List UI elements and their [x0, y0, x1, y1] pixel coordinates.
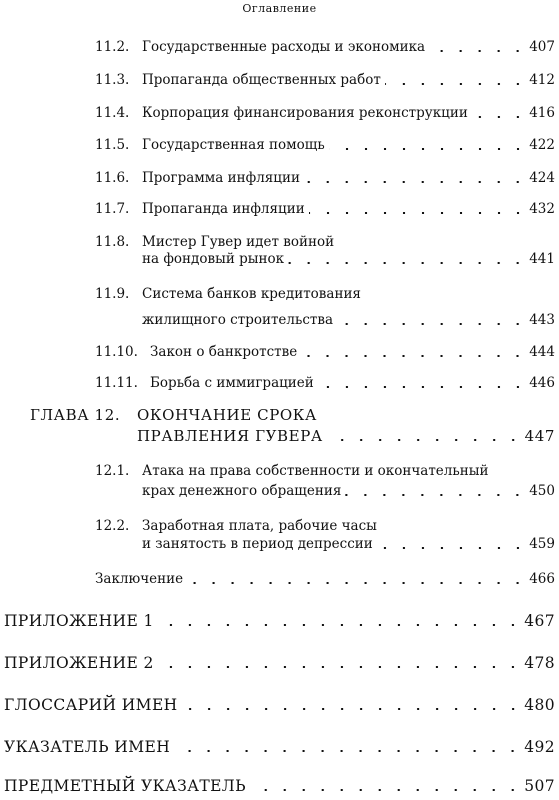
dot-leader [158, 624, 522, 626]
chapter-12-first-line [30, 405, 317, 425]
entry-title: Программа инфляции [142, 170, 300, 186]
entry-title: крах денежного обращения [142, 483, 342, 499]
toc-entry-11-3[interactable] [95, 70, 555, 90]
entry-title-line1: Заработная плата, рабочие часы [142, 518, 377, 534]
entry-title: ПРИЛОЖЕНИЕ 2 [4, 654, 154, 672]
entry-page: 450 [529, 483, 555, 499]
entry-page: 466 [529, 571, 555, 587]
entry-page: 478 [524, 654, 555, 672]
toc-entry-11-8[interactable] [142, 249, 555, 269]
entry-title: ГЛОССАРИЙ ИМЕН [4, 696, 178, 714]
dot-leader [345, 494, 527, 496]
toc-entry-11-7[interactable] [95, 199, 555, 219]
entry-title: жилищного строительства [142, 312, 334, 328]
entry-number: 12.1. [95, 463, 130, 479]
entry-page: 480 [524, 696, 555, 714]
entry-title: ПРЕДМЕТНЫЙ УКАЗАТЕЛЬ [4, 777, 246, 795]
entry-page: 444 [529, 344, 555, 360]
toc-entry-11-11[interactable] [95, 373, 555, 393]
toc-subject-index[interactable] [4, 776, 555, 796]
entry-title: Пропаганда общественных работ [142, 72, 381, 88]
entry-title-line1: Мистер Гувер идет войной [142, 234, 335, 250]
dot-leader [288, 262, 527, 264]
toc-entry-11-4[interactable] [95, 103, 555, 123]
entry-title: Пропаганда инфляции [142, 201, 305, 217]
chapter-title-line1: ОКОНЧАНИЕ СРОКА [137, 406, 317, 424]
toc-appendix-1[interactable] [4, 611, 555, 631]
entry-title: УКАЗАТЕЛЬ ИМЕН [4, 738, 171, 756]
toc-entry-11-9-first-line [95, 284, 361, 304]
entry-page: 416 [529, 105, 555, 121]
dot-leader [472, 116, 527, 118]
entry-number: 11.7. [95, 201, 130, 217]
dot-leader [329, 148, 528, 150]
entry-title: и занятость в период депрессии [142, 536, 373, 552]
dot-leader [327, 439, 523, 441]
toc-entry-11-10[interactable] [95, 342, 555, 362]
entry-number: 11.5. [95, 137, 130, 153]
entry-title: на фондовый рынок [142, 251, 285, 267]
dot-leader [182, 708, 523, 710]
dot-leader [301, 355, 527, 357]
entry-page: 459 [529, 536, 555, 552]
toc-entry-11-2[interactable] [95, 37, 555, 57]
entry-page: 441 [529, 251, 555, 267]
entry-title: Борьба с иммиграцией [150, 375, 314, 391]
dot-leader [385, 83, 527, 85]
toc-entry-11-5[interactable] [95, 135, 555, 155]
chapter-number: ГЛАВА 12. [30, 406, 121, 424]
toc-index-of-names[interactable] [4, 737, 555, 757]
entry-page: 422 [529, 137, 555, 153]
dot-leader [158, 666, 522, 668]
toc-conclusion[interactable] [95, 569, 555, 589]
toc-entry-12-2[interactable] [142, 534, 555, 554]
toc-chapter-12[interactable] [137, 426, 555, 446]
chapter-page: 447 [524, 427, 555, 445]
toc-entry-11-6[interactable] [95, 168, 555, 188]
toc-entry-12-1-first-line [95, 461, 488, 481]
entry-page: 443 [529, 312, 555, 328]
entry-page: 424 [529, 170, 555, 186]
entry-title: Государственные расходы и экономика [142, 39, 426, 55]
entry-page: 412 [529, 72, 555, 88]
dot-leader [309, 212, 528, 214]
entry-page: 407 [529, 39, 555, 55]
toc-glossary-of-names[interactable] [4, 695, 555, 715]
entry-page: 446 [529, 375, 555, 391]
entry-number: 11.3. [95, 72, 130, 88]
entry-number: 11.9. [95, 286, 130, 302]
toc-entry-12-1[interactable] [142, 481, 555, 501]
entry-number: 11.4. [95, 105, 130, 121]
toc-appendix-2[interactable] [4, 653, 555, 673]
entry-title: Корпорация финансирования реконструкции [142, 105, 468, 121]
entry-title: ПРИЛОЖЕНИЕ 1 [4, 612, 154, 630]
entry-page: 492 [524, 738, 555, 756]
chapter-title: ПРАВЛЕНИЯ ГУВЕРА [137, 427, 323, 445]
entry-title: Закон о банкротстве [150, 344, 298, 360]
entry-number: 11.10. [95, 344, 138, 360]
entry-title: Заключение [95, 571, 184, 587]
entry-number: 11.11. [95, 375, 138, 391]
entry-number: 11.6. [95, 170, 130, 186]
dot-leader [377, 547, 527, 549]
entry-page: 432 [529, 201, 555, 217]
running-header: Оглавление [242, 2, 317, 15]
entry-number: 11.2. [95, 39, 130, 55]
entry-title-line1: Система банков кредитования [142, 286, 361, 302]
dot-leader [174, 750, 522, 752]
entry-page: 507 [524, 777, 555, 795]
entry-number: 12.2. [95, 518, 130, 534]
entry-title-line1: Атака на права собственности и окончательный [142, 463, 489, 479]
dot-leader [429, 50, 527, 52]
entry-number: 11.8. [95, 234, 130, 250]
dot-leader [337, 323, 527, 325]
toc-entry-11-9[interactable] [142, 310, 555, 330]
toc-entry-12-2-first-line [95, 516, 377, 536]
dot-leader [304, 181, 527, 183]
entry-page: 467 [524, 612, 555, 630]
dot-leader [318, 386, 527, 388]
dot-leader [250, 789, 522, 791]
entry-title: Государственная помощь [142, 137, 325, 153]
dot-leader [187, 582, 527, 584]
